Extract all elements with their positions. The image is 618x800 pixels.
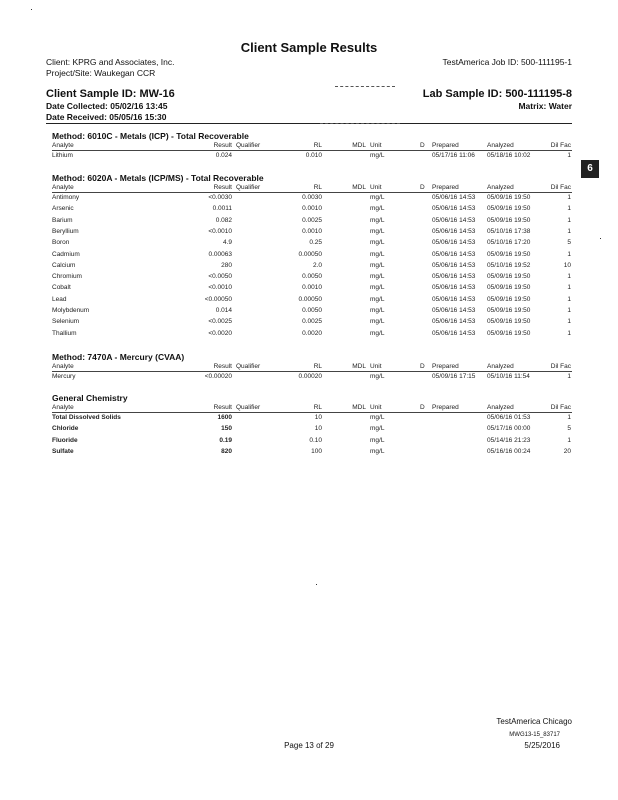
table-cell: mg/L	[370, 373, 385, 380]
column-header: Analyzed	[487, 184, 514, 191]
table-cell: <0.0010	[208, 284, 232, 292]
table-cell: 05/06/16 14:53	[432, 239, 476, 247]
table-cell: 0.0010	[302, 205, 322, 213]
table-cell: 05/16/16 00:24	[487, 447, 531, 455]
table-cell: 05/06/16 14:53	[432, 250, 476, 258]
table-cell: 1	[567, 436, 571, 444]
table-cell: mg/L	[370, 239, 385, 247]
table-cell: Beryllium	[52, 227, 79, 235]
column-divider	[52, 371, 572, 372]
table-cell: <0.0030	[208, 194, 232, 201]
table-cell: 0.0030	[302, 194, 322, 201]
scan-speck	[600, 238, 601, 239]
column-header: Dil Fac	[550, 142, 571, 149]
table-cell: Thallium	[52, 329, 77, 337]
column-header: Analyte	[52, 363, 74, 370]
table-cell: 20	[563, 447, 571, 455]
table-cell: 1	[567, 329, 571, 337]
table-cell: mg/L	[370, 205, 385, 213]
column-header: RL	[313, 404, 322, 411]
table-cell: 10	[314, 425, 322, 433]
table-cell: 0.0025	[302, 318, 322, 326]
table-cell: 0.0020	[302, 329, 322, 337]
table-cell: 1	[567, 273, 571, 281]
column-header: RL	[313, 363, 322, 370]
table-cell: 0.00050	[298, 295, 322, 303]
table-cell: mg/L	[370, 194, 385, 201]
section-title: Method: 6020A - Metals (ICP/MS) - Total Recoverable	[52, 173, 264, 183]
table-cell: 0.00020	[298, 373, 322, 380]
table-cell: mg/L	[370, 329, 385, 337]
scan-artifact-line	[320, 123, 400, 124]
table-cell: 05/06/16 14:53	[432, 284, 476, 292]
column-header: RL	[313, 184, 322, 191]
table-cell: Selenium	[52, 318, 80, 326]
table-cell: Sulfate	[52, 447, 74, 455]
section-tab: 6	[581, 160, 599, 178]
table-cell: 0.0050	[302, 273, 322, 281]
column-header: Prepared	[432, 184, 459, 191]
table-cell: 05/09/16 19:50	[487, 284, 531, 292]
table-cell: 05/09/16 19:50	[487, 216, 531, 224]
table-cell: 0.024	[215, 152, 232, 159]
table-cell: 0.0010	[302, 227, 322, 235]
table-cell: 1	[567, 307, 571, 314]
column-header: Prepared	[432, 363, 459, 370]
table-cell: 05/09/16 19:50	[487, 307, 531, 314]
table-cell: <0.0025	[208, 318, 232, 326]
table-cell: Barium	[52, 216, 73, 224]
table-cell: Chloride	[52, 425, 79, 433]
table-cell: 0.0050	[302, 307, 322, 314]
table-cell: 1600	[217, 414, 232, 421]
table-cell: 05/10/16 19:52	[487, 261, 531, 269]
column-header: Unit	[370, 184, 382, 191]
table-cell: mg/L	[370, 216, 385, 224]
column-header: Dil Fac	[550, 363, 571, 370]
table-cell: 05/06/16 14:53	[432, 273, 476, 281]
table-cell: 0.19	[219, 436, 232, 444]
table-cell: mg/L	[370, 284, 385, 292]
table-cell: 1	[567, 216, 571, 224]
table-cell: 05/06/16 14:53	[432, 216, 476, 224]
column-header: Analyte	[52, 142, 74, 149]
table-cell: 0.010	[305, 152, 322, 159]
column-header: Result	[213, 404, 232, 411]
table-cell: 05/10/16 17:38	[487, 227, 531, 235]
date-collected: Date Collected: 05/02/16 13:45	[46, 101, 168, 111]
table-cell: 1	[567, 295, 571, 303]
table-cell: 05/06/16 14:53	[432, 318, 476, 326]
column-header: Prepared	[432, 142, 459, 149]
table-cell: Chromium	[52, 273, 82, 281]
table-cell: 0.00050	[298, 250, 322, 258]
column-header: Dil Fac	[550, 404, 571, 411]
table-cell: 05/06/16 14:53	[432, 329, 476, 337]
table-cell: 05/14/16 21:23	[487, 436, 531, 444]
table-cell: 10	[314, 414, 322, 421]
table-cell: mg/L	[370, 152, 385, 159]
scan-artifact-line	[335, 86, 395, 87]
column-divider	[52, 150, 572, 151]
column-header: Qualifier	[236, 363, 261, 370]
column-header: D	[420, 142, 425, 149]
table-cell: 05/09/16 19:50	[487, 250, 531, 258]
table-cell: 05/09/16 19:50	[487, 205, 531, 213]
table-cell: <0.0020	[208, 329, 232, 337]
table-cell: 150	[221, 425, 232, 433]
column-header: Qualifier	[236, 142, 261, 149]
footer-date: 5/25/2016	[524, 741, 560, 750]
table-cell: Molybdenum	[52, 307, 90, 314]
table-cell: 0.0025	[302, 216, 322, 224]
table-cell: 05/06/16 01:53	[487, 414, 531, 421]
table-cell: mg/L	[370, 414, 385, 421]
table-cell: 0.00063	[208, 250, 232, 258]
table-cell: 1	[567, 318, 571, 326]
table-cell: Fluoride	[52, 436, 78, 444]
scan-speck	[316, 584, 317, 585]
table-cell: 1	[567, 227, 571, 235]
table-cell: Antimony	[52, 194, 80, 201]
column-header: Qualifier	[236, 404, 261, 411]
table-cell: mg/L	[370, 447, 385, 455]
column-header: Analyte	[52, 184, 74, 191]
matrix: Matrix: Water	[518, 101, 572, 111]
column-header: MDL	[352, 142, 366, 149]
project-site: Project/Site: Waukegan CCR	[46, 68, 156, 78]
table-cell: 05/06/16 14:53	[432, 295, 476, 303]
section-title: General Chemistry	[52, 393, 128, 403]
table-cell: mg/L	[370, 250, 385, 258]
table-cell: mg/L	[370, 295, 385, 303]
column-divider	[52, 192, 572, 193]
table-cell: Cadmium	[52, 250, 80, 258]
client-sample-id: Client Sample ID: MW-16	[46, 88, 175, 100]
table-cell: Calcium	[52, 261, 76, 269]
table-cell: 05/09/16 17:15	[432, 373, 476, 380]
table-cell: <0.0050	[208, 273, 232, 281]
table-cell: 05/18/16 10:02	[487, 152, 531, 159]
table-cell: mg/L	[370, 425, 385, 433]
table-cell: 1	[567, 152, 571, 159]
table-cell: mg/L	[370, 227, 385, 235]
table-cell: <0.0010	[208, 227, 232, 235]
column-header: Dil Fac	[550, 184, 571, 191]
column-header: Unit	[370, 363, 382, 370]
table-cell: 0.25	[309, 239, 322, 247]
table-cell: mg/L	[370, 436, 385, 444]
table-cell: Arsenic	[52, 205, 74, 213]
column-divider	[52, 412, 572, 413]
table-cell: mg/L	[370, 261, 385, 269]
table-cell: 1	[567, 194, 571, 201]
column-header: Prepared	[432, 404, 459, 411]
column-header: Unit	[370, 142, 382, 149]
section-title: Method: 7470A - Mercury (CVAA)	[52, 352, 185, 362]
column-header: D	[420, 363, 425, 370]
table-cell: 05/09/16 19:50	[487, 295, 531, 303]
table-cell: Boron	[52, 239, 70, 247]
table-cell: 05/09/16 19:50	[487, 329, 531, 337]
footer-company: TestAmerica Chicago	[496, 717, 572, 726]
table-cell: 5	[567, 239, 571, 247]
table-cell: Lead	[52, 295, 67, 303]
table-cell: 0.0010	[302, 284, 322, 292]
table-cell: 05/06/16 14:53	[432, 227, 476, 235]
table-cell: 4.9	[222, 239, 232, 247]
table-cell: mg/L	[370, 273, 385, 281]
table-cell: mg/L	[370, 307, 385, 314]
table-cell: 1	[567, 373, 571, 380]
date-received: Date Received: 05/05/16 15:30	[46, 112, 167, 122]
column-header: MDL	[352, 404, 366, 411]
section-title: Method: 6010C - Metals (ICP) - Total Recoverable	[52, 131, 249, 141]
column-header: Result	[213, 363, 232, 370]
table-cell: 1	[567, 205, 571, 213]
table-cell: 05/06/16 14:53	[432, 261, 476, 269]
column-header: MDL	[352, 363, 366, 370]
table-cell: 05/17/16 00:00	[487, 425, 531, 433]
table-cell: <0.00020	[204, 373, 232, 380]
table-cell: 280	[221, 261, 232, 269]
column-header: Analyzed	[487, 404, 514, 411]
page-title: Client Sample Results	[240, 40, 378, 55]
table-cell: 10	[563, 261, 571, 269]
table-cell: 05/10/16 17:20	[487, 239, 531, 247]
column-header: D	[420, 404, 425, 411]
table-cell: 0.082	[215, 216, 232, 224]
column-header: Unit	[370, 404, 382, 411]
table-cell: 05/06/16 14:53	[432, 194, 476, 201]
job-id: TestAmerica Job ID: 500-111195-1	[442, 57, 572, 67]
table-cell: <0.00050	[204, 295, 232, 303]
client-name: Client: KPRG and Associates, Inc.	[46, 57, 175, 67]
column-header: D	[420, 184, 425, 191]
column-header: MDL	[352, 184, 366, 191]
table-cell: 05/09/16 19:50	[487, 318, 531, 326]
table-cell: 1	[567, 284, 571, 292]
column-header: Result	[213, 184, 232, 191]
lab-sample-id: Lab Sample ID: 500-111195-8	[422, 88, 572, 100]
column-header: RL	[313, 142, 322, 149]
table-cell: Cobalt	[52, 284, 71, 292]
table-cell: 05/06/16 14:53	[432, 307, 476, 314]
table-cell: 820	[221, 447, 232, 455]
column-header: Analyzed	[487, 142, 514, 149]
footer-page: Page 13 of 29	[284, 741, 334, 750]
scan-speck	[31, 9, 32, 10]
table-cell: 05/06/16 14:53	[432, 205, 476, 213]
column-header: Analyzed	[487, 363, 514, 370]
table-cell: Lithium	[52, 152, 73, 159]
table-cell: 2.0	[312, 261, 322, 269]
table-cell: 05/10/16 11:54	[487, 373, 530, 380]
table-cell: 05/17/16 11:06	[432, 152, 475, 159]
table-cell: 1	[567, 250, 571, 258]
footer-code: MWG13-15_83717	[509, 732, 560, 738]
table-cell: Mercury	[52, 373, 76, 380]
table-cell: 05/09/16 19:50	[487, 273, 531, 281]
table-cell: 1	[567, 414, 571, 421]
table-cell: 05/09/16 19:50	[487, 194, 531, 201]
column-header: Result	[213, 142, 232, 149]
table-cell: 5	[567, 425, 571, 433]
table-cell: 100	[311, 447, 322, 455]
table-cell: 0.10	[309, 436, 322, 444]
table-cell: 0.0011	[212, 205, 232, 213]
table-cell: 0.014	[215, 307, 232, 314]
table-cell: Total Dissolved Solids	[52, 414, 121, 421]
header-divider	[46, 123, 572, 124]
column-header: Analyte	[52, 404, 74, 411]
table-cell: mg/L	[370, 318, 385, 326]
column-header: Qualifier	[236, 184, 261, 191]
